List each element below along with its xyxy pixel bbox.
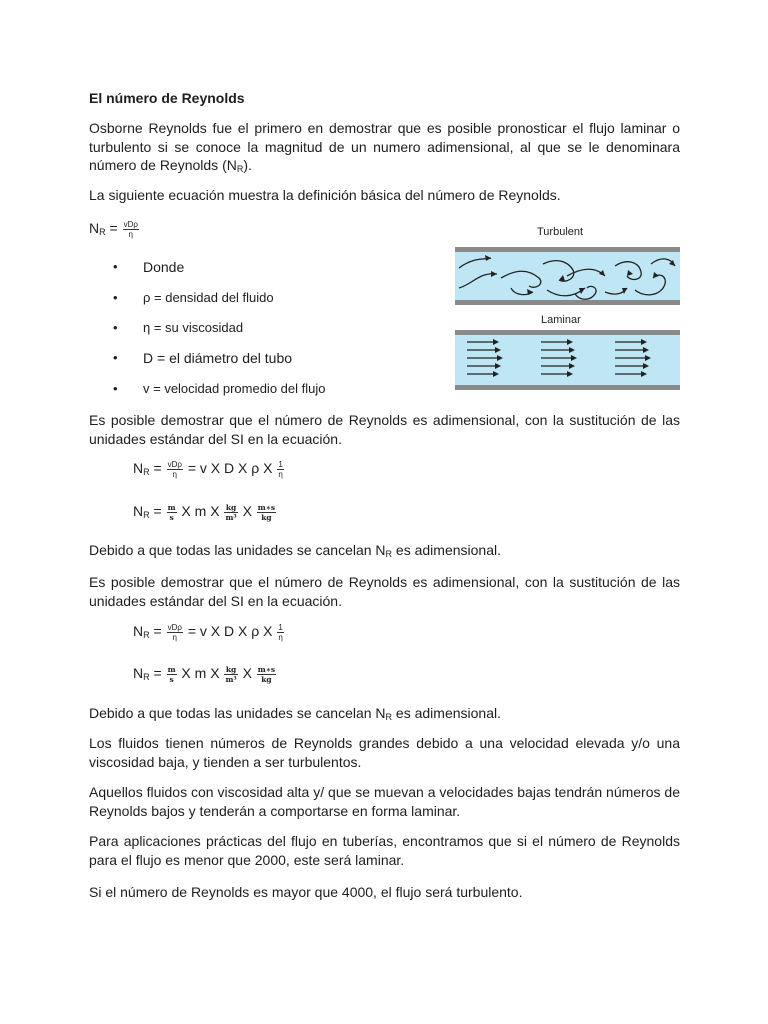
units-equation-2a bbox=[133, 623, 285, 642]
eq-times-m: X m X bbox=[181, 503, 220, 520]
pipe-wall-top bbox=[455, 247, 680, 252]
intro-tail: ). bbox=[243, 157, 252, 173]
eq-s: s bbox=[169, 513, 174, 522]
cancel-text: Debido a que todas las unidades se cancelan N bbox=[89, 542, 386, 558]
bullet-dot: • bbox=[113, 290, 118, 305]
eq-r: R bbox=[143, 630, 150, 641]
cancel-tail: es adimensional. bbox=[392, 542, 501, 558]
eq-inverse-fraction bbox=[277, 460, 283, 479]
flow-figure bbox=[455, 226, 680, 392]
eq-r: R bbox=[143, 672, 150, 683]
eq-kg: kg bbox=[225, 665, 237, 674]
eq-equals: = bbox=[153, 665, 162, 682]
cancel-sentence-2 bbox=[89, 704, 680, 723]
eq-n: N bbox=[133, 665, 144, 682]
cancel-sentence-1 bbox=[89, 541, 680, 560]
eq-r: R bbox=[143, 510, 150, 521]
list-item-text: D = el diámetro del tubo bbox=[143, 350, 293, 366]
eq-s: s bbox=[169, 675, 174, 684]
eq-eta: η bbox=[278, 633, 283, 642]
list-item-text: η = su viscosidad bbox=[143, 320, 244, 335]
cancel-text: Debido a que todas las unidades se cancelan N bbox=[89, 705, 386, 721]
paragraph-high-reynolds: Los fluidos tienen números de Reynolds grandes debido a una velocidad elevada y/o una viscosidad baja, y tienden a ser turbulentos. bbox=[89, 735, 680, 770]
eq-denominator: η bbox=[172, 633, 177, 642]
intro-text: Osborne Reynolds fue el primero en demostrar que es posible pronosticar el flujo laminar o turbulento si se conoce la magnitud de un numero adimensional, al que se le denominara número de Reynolds (N bbox=[89, 120, 680, 173]
eq-n: N bbox=[89, 220, 100, 237]
units-equation-1b bbox=[133, 503, 277, 522]
eq-viscosity-units bbox=[257, 665, 276, 684]
eq-product: = v X D X ρ X bbox=[187, 460, 273, 477]
laminar-label: Laminar bbox=[541, 314, 581, 326]
definition-sentence: La siguiente ecuación muestra la definición básica del número de Reynolds. bbox=[89, 187, 561, 203]
list-item-text: v = velocidad promedio del flujo bbox=[143, 381, 326, 396]
pipe-wall-top bbox=[455, 330, 680, 335]
eq-m3: m³ bbox=[225, 675, 237, 684]
eq-times: X bbox=[242, 503, 252, 520]
eq-times-m: X m X bbox=[181, 665, 220, 682]
eq-n: N bbox=[133, 460, 144, 477]
eq-fraction bbox=[167, 623, 183, 642]
reynolds-definition-equation bbox=[89, 220, 140, 239]
eq-m: m bbox=[167, 665, 176, 674]
eq-m3: m³ bbox=[225, 513, 237, 522]
eq-viscosity-units bbox=[257, 503, 276, 522]
intro-subscript: R bbox=[236, 164, 244, 174]
units-equation-1a bbox=[133, 460, 285, 479]
units-equation-2b bbox=[133, 665, 277, 684]
intro-paragraph bbox=[89, 119, 680, 175]
eq-m: m bbox=[167, 503, 176, 512]
eq-numerator: vDρ bbox=[167, 460, 182, 469]
eq-r: R bbox=[99, 227, 106, 238]
eq-kg2: kg bbox=[261, 675, 272, 684]
eq-ms: m∗s bbox=[257, 665, 276, 674]
eq-eta: η bbox=[278, 470, 283, 479]
paragraph-low-reynolds: Aquellos fluidos con viscosidad alta y/ que se muevan a velocidades bajas tendrán números de Reynolds bajos y tenderán a comportarse en forma laminar. bbox=[89, 784, 680, 819]
demonstration-paragraph-1: Es posible demostrar que el número de Reynolds es adimensional, con la sustitución de las unidades estándar del SI en la ecuación. bbox=[89, 412, 680, 447]
eq-equals: = bbox=[153, 503, 162, 520]
eq-product: = v X D X ρ X bbox=[187, 623, 273, 640]
eq-density-units bbox=[224, 665, 237, 684]
list-item-text: Donde bbox=[143, 259, 185, 275]
cancel-tail: es adimensional. bbox=[392, 705, 501, 721]
turbulent-pipe bbox=[455, 244, 680, 324]
eq-n: N bbox=[133, 623, 144, 640]
pipe-wall-bottom bbox=[455, 300, 680, 305]
eq-one: 1 bbox=[278, 460, 283, 469]
eq-equals: = bbox=[109, 220, 118, 237]
eq-numerator: vDρ bbox=[123, 220, 138, 229]
eq-one: 1 bbox=[278, 623, 283, 632]
paragraph-laminar-threshold: Para aplicaciones prácticas del flujo en tuberías, encontramos que si el número de Reynolds para el flujo es menor que 2000, este será laminar. bbox=[89, 833, 680, 868]
pipe-wall-bottom bbox=[455, 385, 680, 390]
eq-fraction bbox=[123, 220, 139, 239]
eq-ms: m∗s bbox=[257, 503, 276, 512]
bullet-dot: • bbox=[113, 381, 118, 396]
eq-denominator: η bbox=[128, 230, 133, 239]
turbulent-label: Turbulent bbox=[537, 226, 584, 238]
demonstration-paragraph-2: Es posible demostrar que el número de Reynolds es adimensional, con la sustitución de las unidades estándar del SI en la ecuación. bbox=[89, 574, 680, 609]
eq-velocity-units bbox=[167, 503, 177, 522]
eq-velocity-units bbox=[167, 665, 177, 684]
eq-inverse-fraction bbox=[277, 623, 283, 642]
eq-times: X bbox=[242, 665, 252, 682]
laminar-pipe bbox=[455, 330, 680, 392]
bullet-dot: • bbox=[113, 350, 118, 365]
bullet-dot: • bbox=[113, 320, 118, 335]
cancel-subscript: R bbox=[385, 712, 393, 722]
bullet-dot: • bbox=[113, 259, 118, 274]
cancel-subscript: R bbox=[385, 549, 393, 559]
paragraph-turbulent-threshold: Si el número de Reynolds es mayor que 4000, el flujo será turbulento. bbox=[89, 884, 523, 900]
eq-denominator: η bbox=[172, 470, 177, 479]
document-title: El número de Reynolds bbox=[89, 90, 245, 106]
eq-kg: kg bbox=[225, 503, 237, 512]
eq-fraction bbox=[167, 460, 183, 479]
eq-density-units bbox=[224, 503, 237, 522]
eq-n: N bbox=[133, 503, 144, 520]
eq-numerator: vDρ bbox=[167, 623, 182, 632]
list-item-text: ρ = densidad del fluido bbox=[143, 290, 274, 305]
eq-kg2: kg bbox=[261, 513, 272, 522]
eq-equals: = bbox=[153, 460, 162, 477]
eq-equals: = bbox=[153, 623, 162, 640]
eq-r: R bbox=[143, 467, 150, 478]
